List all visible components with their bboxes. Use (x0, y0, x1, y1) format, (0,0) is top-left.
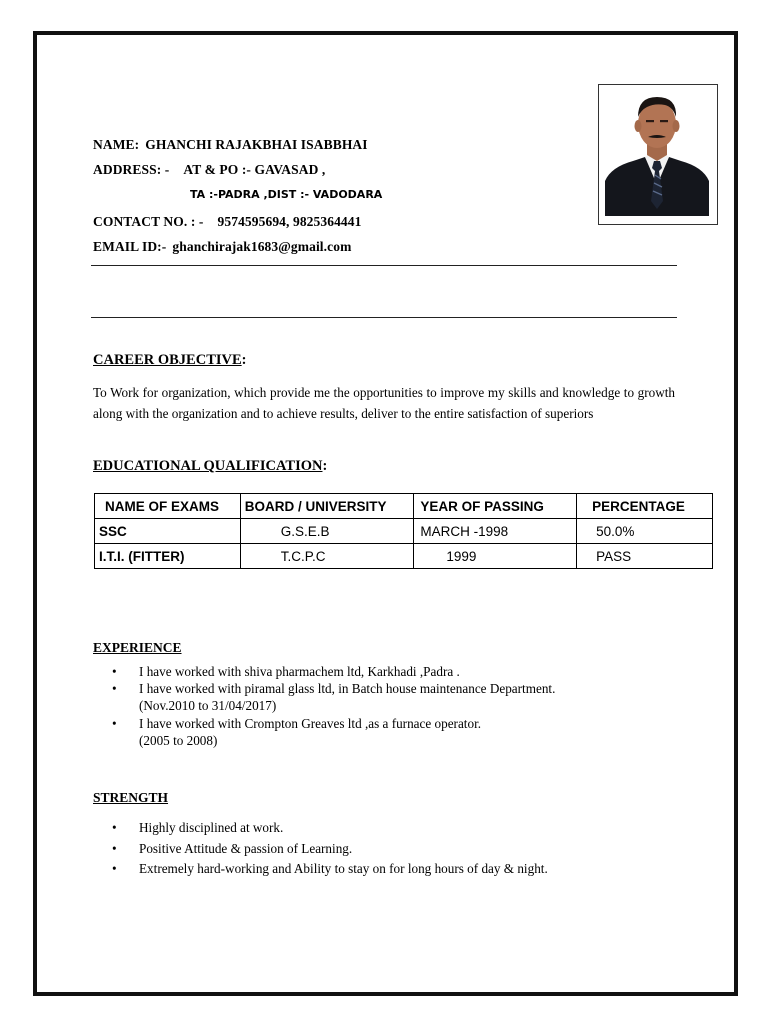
divider-bottom (91, 317, 677, 318)
list-item (112, 680, 672, 714)
address-line2: TA :-PADRA ,DIST :- VADODARA (190, 188, 383, 201)
table-cell: MARCH -1998 (414, 519, 577, 544)
email-line (93, 239, 351, 255)
table-row (95, 544, 713, 569)
career-objective-heading (93, 352, 247, 369)
list-item (112, 663, 672, 680)
contact-value: 9574595694, 9825364441 (217, 214, 362, 229)
strength-item-text: Highly disciplined at work. (139, 820, 284, 835)
experience-item-text: I have worked with Crompton Greaves ltd ,as a furnace operator. (139, 715, 482, 731)
bullet-icon: • (112, 820, 117, 835)
email-label: EMAIL ID:- (93, 239, 167, 254)
strength-heading: STRENGTH (93, 790, 169, 805)
education-heading (93, 458, 327, 475)
column-header: PERCENTAGE (577, 494, 713, 519)
career-objective-text: To Work for organization, which provide me the opportunities to improve my skills and knowledge to growth along with the organization and to achieve results, deliver to the entire satisfaction of superiors (93, 385, 675, 421)
profile-photo (605, 89, 709, 216)
bullet-icon: • (112, 715, 117, 731)
experience-item-text: I have worked with shiva pharmachem ltd, Karkhadi ,Padra . (139, 664, 460, 679)
table-cell: 1999 (414, 544, 577, 569)
bullet-icon: • (112, 681, 117, 697)
address-line (93, 162, 325, 178)
table-cell: G.S.E.B (240, 519, 414, 544)
education-title: EDUCATIONAL QUALIFICATION (93, 458, 323, 474)
career-objective-colon: : (241, 352, 247, 368)
person-portrait-icon (605, 89, 709, 216)
address-label: ADDRESS: - (93, 162, 170, 177)
email-value: ghanchirajak1683@gmail.com (172, 239, 352, 254)
list-item (112, 818, 672, 839)
education-table-header-row (95, 494, 713, 519)
address-line1: AT & PO :- GAVASAD , (183, 162, 326, 177)
table-cell: PASS (577, 544, 713, 569)
table-cell: T.C.P.C (240, 544, 414, 569)
table-cell: I.T.I. (FITTER) (95, 544, 241, 569)
profile-photo-frame (598, 84, 718, 225)
table-row (95, 519, 713, 544)
strength-list (112, 818, 672, 880)
experience-item-text: I have worked with piramal glass ltd, in Batch house maintenance Department. (139, 681, 556, 697)
bullet-icon: • (112, 664, 117, 679)
name-value: GHANCHI RAJAKBHAI ISABBHAI (145, 137, 368, 152)
column-header: BOARD / UNIVERSITY (240, 494, 414, 519)
name-line (93, 137, 368, 153)
divider-top (91, 265, 677, 266)
table-cell: SSC (95, 519, 241, 544)
column-header: YEAR OF PASSING (414, 494, 577, 519)
list-item (112, 715, 672, 749)
page-border-bottom-line (33, 993, 738, 995)
career-objective-title: CAREER OBJECTIVE (93, 352, 242, 368)
strength-item-text: Extremely hard-working and Ability to stay on for long hours of day & night. (139, 861, 548, 876)
education-table (94, 493, 713, 569)
name-label: NAME: (93, 137, 140, 152)
strength-item-text: Positive Attitude & passion of Learning. (139, 840, 353, 856)
list-item (112, 859, 672, 880)
experience-list (112, 663, 672, 749)
bullet-icon: • (112, 861, 117, 876)
education-colon: : (322, 458, 328, 474)
experience-heading: EXPERIENCE (93, 640, 182, 655)
experience-item-dates: (Nov.2010 to 31/04/2017) (139, 698, 277, 714)
bullet-icon: • (112, 840, 117, 856)
experience-item-dates: (2005 to 2008) (139, 732, 218, 748)
contact-label: CONTACT NO. : - (93, 214, 204, 229)
contact-line (93, 214, 361, 230)
list-item (112, 839, 672, 860)
column-header: NAME OF EXAMS (95, 494, 241, 519)
table-cell: 50.0% (577, 519, 713, 544)
